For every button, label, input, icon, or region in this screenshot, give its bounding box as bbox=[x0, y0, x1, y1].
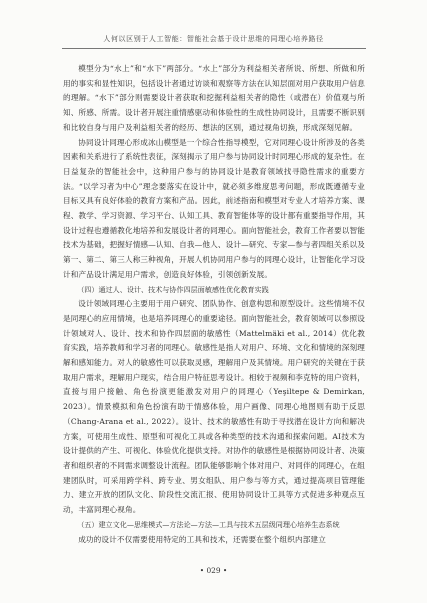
running-header: 人何以区别于人工智能：智能社会基于设计思维的同理心培养路径 bbox=[103, 35, 324, 43]
subsection-heading: （五）建立文化—思维模式—方法论—方法—工具与技术五层级同理心培养生态系统 bbox=[77, 519, 340, 529]
body-paragraph: 协同设计同理心形成冰山模型是一个综合性指导模型，它对同理心设计所涉及的各类因素和关系进行了系统性表征，深刻揭示了用户参与协同设计时同理心形成的复杂性。在日益复杂的智能社会中，这种用户参与的协同设计是教育领域找寻隐性需求的重要方法。“以学习者为中心”理念要落实在设计中，就必须多维度思考问题，形成既遵循专业目标又具有良好体验的教育方案和产品。因此，前述指南和模型对专业人才培养方案、课程、教学、学习资源、学习平台、认知工具、教育智能体等的设计都有重要指导作用，其设计过程也遵循教化地培养和发展设计者的同理心。面向智能社会，教育工作者要以智能技术为基础，把握好情感—认知、自我—他人、设计—研究、专家—参与者四组关系以及第一、第二、第三人称三种视角，开展人机协同用户参与的同理心设计，让智能化学习设计和产品设计满足用户需求，创造良好体验，引领创新发展。 bbox=[63, 137, 366, 279]
header-rule bbox=[62, 48, 366, 49]
body-paragraph: 模型分为“水上”和“水下”两部分。“水上”部分为利益相关者所说、所想、所做和所用的事实和显性知识，包括设计者通过访谈和观察等方法在认知层面对用户获取用户信息的理解。“水下”部分则需要设计者获取和挖掘利益相关者的隐性（或潜在）价值观与所知、所感、所需。设计者开展注重情感驱动和体验性的生成性协同设计，且需要不断识别和比较自身与用户及利益相关者的经历、想法的区别，通过视角切换，形成深刻见解。 bbox=[63, 64, 366, 132]
page-body bbox=[63, 62, 365, 547]
page-number: • 029 • bbox=[199, 566, 228, 575]
section-heading: （四）通过人、设计、技术与协作四层面敏感性优化教育实践 bbox=[77, 284, 269, 294]
body-paragraph: 成功的设计不仅需要使用特定的工具和技术，还需要在整个组织内部建立 bbox=[78, 534, 326, 544]
body-paragraph: 设计领域同理心主要用于用户研究、团队协作、创意构思和原型设计。这些情境不仅是同理心的应用情境，也是培养同理心的重要途径。面向智能社会，教育领域可以参照设计领域对人、设计、技术和协作四层面的敏感性（Mattelmäki et al., 2014）优化教育实践，培养教师和学习者的同理心。敏感性是指人对用户、环境、文化和情境的深刻理解和感知能力。对人的敏感性可以获取灵感，理解用户及其情境。用户研究的关键在于获取用户需求，理解用户现实，结合用户特征思考设计。相较于视频和李克特的用户资料，直接与用户接触、角色扮演更能激发对用户的同理心（Yeşiltepe & Demirkan, 2023）。情景模拟和角色扮演有助于情感体验，用户画像、同理心地图则有助于反思（Chang-Arana et al., 2022）。设计、技术的敏感性有助于寻找潜在设计方向和解决方案，可使用生成性、原型和可视化工具或各种类型的技术沟通和探索问题。AI技术为设计提供的产生、可视化、体验优化提供支持。对协作的敏感性是根据协同设计者、决策者和组织者的不同需求调整设计流程。团队能够影响个体对用户、对同伴的同理心，在组建团队时，可采用跨学科、跨专业、男女组队、用户参与等方式，通过提高项目管理能力、建立开放的团队文化、阶段性交流汇报、使用协同设计工具等方式促进多种观点互动，丰富同理心视角。 bbox=[63, 299, 366, 515]
